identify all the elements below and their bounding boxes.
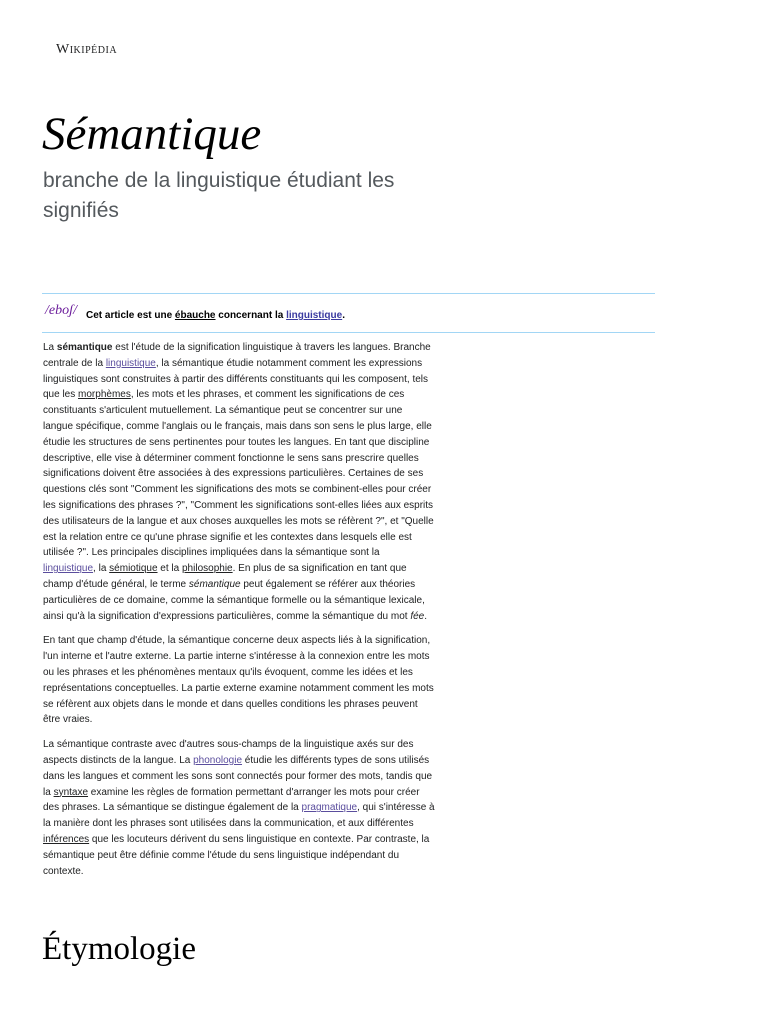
linguistique-link[interactable]: linguistique	[105, 357, 156, 369]
text: examine les règles de formation permettant d'arranger les mots pour créer des phrases. La sémantique se distingue également de la	[43, 786, 420, 814]
philosophie-link[interactable]: philosophie	[182, 563, 233, 575]
text: . En plus de sa signification en tant que champ d'étude général, le terme	[43, 563, 407, 590]
text: étudie les différents types de sons utilisés dans les langues et comment les sons sont connectés pour former des mots, tandis que la	[43, 754, 433, 798]
text: , la	[93, 563, 110, 575]
inferences-link[interactable]: inférences	[43, 833, 90, 845]
linguistique-banner-link[interactable]: linguistique	[286, 310, 343, 321]
stub-icon: /eboʃ/	[45, 303, 78, 318]
italic-term: sémantique	[188, 578, 241, 590]
morphemes-link[interactable]: morphèmes	[78, 389, 131, 401]
italic-term: fée	[410, 610, 425, 622]
text: est l'étude de la signification linguistique à travers les langues. Branche centrale de la	[43, 342, 431, 369]
paragraph-2: En tant que champ d'étude, la sémantique concerne deux aspects liés à la signification, l'un interne et l'autre externe. La partie interne s'intéresse à la connexion entre les mots ou les phrases et les phénomènes mentaux qu'ils évoquent, comme les idées et les représentations conceptuelles. La partie externe examine notamment comment les mots se réfèrent aux objets dans le monde et dans quelles conditions les phrases peuvent être vraies.	[43, 635, 434, 726]
stub-banner	[42, 293, 655, 333]
banner-suffix: .	[342, 310, 345, 321]
text: et la	[157, 563, 182, 575]
text: La	[43, 342, 57, 353]
page-subtitle: branche de la linguistique étudiant les signifiés	[43, 169, 395, 222]
text: , les mots et les phrases, et comment les significations de ces constituants s'articulent mutuellement. La sémantique peut se concentrer sur une langue spécifique, comme l'anglais ou le français, mais dans son sens le plus large, elle étudie les structures de sens pertinentes pour toutes les langues. En tant que discipline descriptive, elle vise à déterminer comment fonctionne le sens sans prescrire quelles significations doivent être associées à des expressions particulières. Certaines de ses questions clés sont "Comment les significations des mots se combinent-elles pour créer les significations des phrases ?", "Comment les significations sont-elles liées aux esprits des utilisateurs de la langue et aux choses auxquelles les mots se réfèrent ?", et "Quelle est la relation entre ce qu'une phrase signifie et les contextes dans lesquels elle est utilisée ?". Les principales disciplines impliquées dans la sémantique sont la	[43, 389, 434, 559]
paragraph-1	[43, 340, 435, 624]
wikipedia-logo[interactable]: Wikipédia	[56, 42, 118, 57]
banner-middle: concernant la	[215, 310, 287, 321]
bold-term: sémantique	[56, 342, 113, 353]
text: que les locuteurs dérivent du sens linguistique en contexte. Par contraste, la sémantique peut être définie comme l'étude du sens linguistique indépendant du contexte.	[43, 833, 430, 877]
phonologie-link[interactable]: phonologie	[193, 754, 243, 766]
semiotique-link[interactable]: sémiotique	[109, 563, 158, 575]
pragmatique-link[interactable]: pragmatique	[301, 802, 358, 814]
text: , la sémantique étudie notamment comment les expressions linguistiques sont construites à partir des différents constituants qui les composent, tels que les	[43, 357, 429, 401]
syntaxe-link[interactable]: syntaxe	[53, 786, 89, 798]
text: peut également se référer aux théories particulières de ce domaine, comme la sémantique formelle ou la sémantique lexicale, ainsi qu'à la signification d'expressions particulières, comme la sémantique du mot	[43, 578, 425, 622]
text: .	[424, 610, 428, 622]
paragraph-3	[43, 737, 435, 879]
linguistique-link-2[interactable]: linguistique	[43, 563, 94, 575]
banner-prefix: Cet article est une	[86, 310, 175, 321]
page-title: Sémantique	[42, 108, 262, 160]
section-heading-etymologie: Étymologie	[42, 931, 196, 967]
article-body	[43, 340, 435, 888]
text: , qui s'intéresse à la manière dont les phrases sont utilisées dans la communication, et aux différentes	[43, 802, 435, 830]
text: La sémantique contraste avec d'autres sous-champs de la linguistique axés sur des aspects distincts de la langue. La	[43, 739, 414, 766]
stub-banner-text	[86, 310, 345, 322]
ebauche-link[interactable]: ébauche	[174, 310, 216, 321]
